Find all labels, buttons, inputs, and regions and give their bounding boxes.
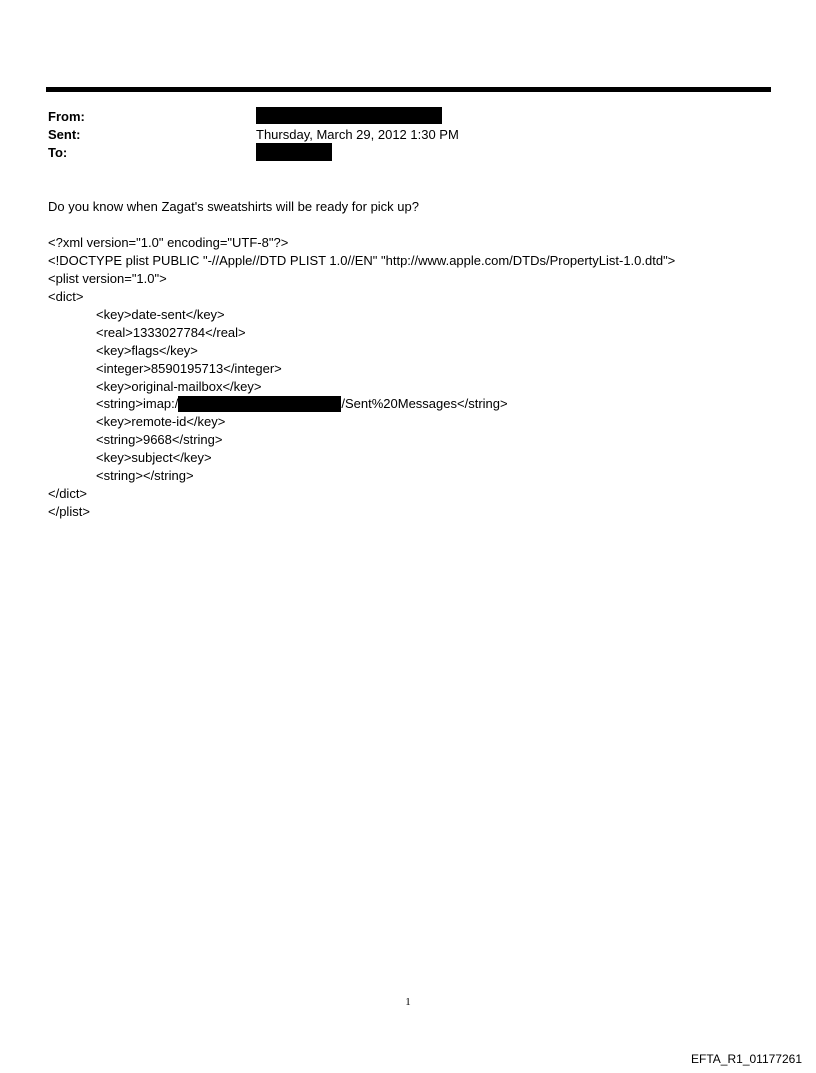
mailbox-redaction [178,396,341,412]
sent-label: Sent: [48,127,81,142]
dict-line: <key>remote-id</key> [96,414,226,429]
dict-line: <key>flags</key> [96,343,198,358]
from-label: From: [48,109,85,124]
dict-open: <dict> [48,289,84,304]
to-redaction [256,143,332,161]
plist-close: </plist> [48,504,90,519]
dict-line: <key>subject</key> [96,450,212,465]
dict-close: </dict> [48,486,88,501]
mailbox-line [96,396,508,412]
dict-line: <string>9668</string> [96,432,223,447]
document-id: EFTA_R1_01177261 [691,1052,802,1066]
dict-line: <string></string> [96,468,194,483]
dict-line: <real>1333027784</real> [96,325,246,340]
sent-value: Thursday, March 29, 2012 1:30 PM [256,127,459,142]
to-label: To: [48,145,68,160]
mailbox-prefix: <string>imap:/ [96,396,179,411]
mailbox-suffix: /Sent%20Messages</string> [341,396,508,411]
header-rule [46,87,771,92]
dict-line: <integer>8590195713</integer> [96,361,282,376]
dict-line: <key>original-mailbox</key> [96,379,262,394]
from-redaction [256,107,442,124]
page-number: 1 [405,996,411,1008]
doctype-line: <!DOCTYPE plist PUBLIC "-//Apple//DTD PLIST 1.0//EN" "http://www.apple.com/DTDs/PropertyList-1.0.dtd"> [48,253,676,268]
dict-line: <key>date-sent</key> [96,307,225,322]
plist-open: <plist version="1.0"> [48,271,167,286]
message-text: Do you know when Zagat's sweatshirts will be ready for pick up? [48,199,419,214]
xml-declaration: <?xml version="1.0" encoding="UTF-8"?> [48,235,289,250]
